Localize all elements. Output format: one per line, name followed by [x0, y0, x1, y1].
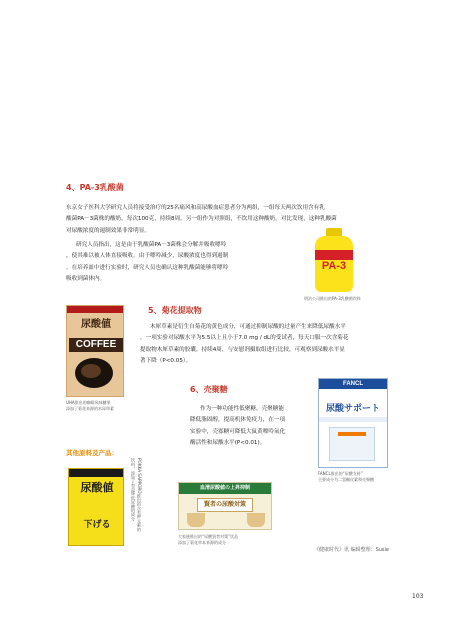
text-line: 酶活性和尿酸水平(P<0.01)。 — [190, 440, 266, 447]
text-line: 东京女子医科大学研究人员将接受治疗的25名痛风和高尿酸血症患者分为两组，一组每天两次饮用含有乳 — [66, 205, 325, 211]
caption-line: 主要成分为二氢槲皮素和壳聚糖 — [318, 476, 374, 482]
source-credit: 《健康时代》讯 编辑整理：Susie — [314, 547, 390, 553]
product-title: 尿酸値 — [81, 319, 111, 330]
caption-line: UHA推出的咖啡风味糖果 — [66, 400, 111, 405]
supplement-packet-icon — [329, 427, 375, 461]
cup-icon — [187, 513, 205, 527]
product-subtitle: 下げる — [83, 520, 111, 530]
section4-paragraph-1 — [66, 203, 337, 237]
pa3-drink-image — [309, 228, 359, 292]
others-heading: 其他原料及产品： — [66, 449, 118, 457]
product-title: 尿酸サポート — [325, 404, 380, 414]
text-line: 木犀草素是衍生自菊花的黄色成分，可通过抑制尿酸的过量产生来降低尿酸水平 — [150, 324, 346, 330]
caption-line: 大家族推出的“尿酸贤者对策”饮品 — [178, 534, 239, 539]
text-line: 吸收到菌体内。 — [66, 276, 106, 283]
fancl-supplement-image — [318, 378, 388, 468]
pa3-caption: 明治公司推出的PA-3乳酸菌饮料 — [304, 296, 361, 301]
shinsa-drink-image — [178, 482, 272, 530]
text-line: 对尿酸浓度的遏制效果非常明显。 — [66, 227, 150, 234]
drink-label: 賢者の尿酸対策 — [197, 498, 253, 512]
brand-band — [69, 469, 123, 477]
section4-paragraph-2 — [66, 240, 229, 286]
text-line: 降低脂固醇，提高机体免疫力，在一项 — [190, 417, 286, 424]
divider — [319, 417, 387, 422]
fancl-caption — [318, 471, 374, 482]
caption-line: 添加了菊花草本来源的成分 — [178, 539, 226, 545]
bottle-label: PA-3 — [321, 260, 347, 272]
caption-line: 添加了菊花来源的木犀草素 — [66, 405, 114, 411]
text-line: 作为一种功能性低聚糖，壳聚糖能 — [200, 406, 284, 412]
coffee-splash-icon — [81, 364, 101, 378]
pokka-caption — [130, 458, 142, 554]
text-line: 研究人员指出，这是由于乳酸菌PA－3菌株会分解并吸收嘌呤 — [76, 242, 227, 248]
page-number: 103 — [412, 593, 424, 600]
text-line: ，使其难以被人体直接吸收。由于嘌呤减少，尿酸浓度也得到遏制 — [66, 253, 229, 260]
text-line: 。在培养皿中进行实验时，研究人员也确认这种乳酸菌能够将嘌呤 — [66, 264, 229, 271]
cup-icon — [247, 513, 265, 527]
coffee-candy-image — [66, 305, 124, 397]
text-line: 提取物木犀草素的胶囊，持续4周，与安慰剂摄取组进行比较，可观察到尿酸水平显 — [140, 346, 345, 353]
drink-band-text: 血清尿酸値の上昇抑制 — [199, 485, 250, 491]
pokka-drink-image — [68, 468, 124, 546]
section5-heading: 5、菊花提取物 — [148, 306, 202, 315]
text-line: 。一项实验对尿酸水平为5.5以上且小于7.0 mg / dL的受试者，每天口服一次含菊花 — [140, 335, 349, 342]
brand-band — [67, 306, 123, 313]
caption-line: POKKA SAPPORO推出的含有钾元素的 — [137, 458, 142, 532]
section6-heading: 6、壳聚糖 — [190, 385, 228, 394]
section4-heading: 4、PA-3乳酸菌 — [66, 183, 124, 192]
text-line: 著下降（P<0.05）。 — [140, 358, 192, 365]
product-word: COFFEE — [69, 338, 123, 352]
caption-line: FANCL推出的“尿酸支持” — [318, 471, 363, 476]
product-title: 尿酸値 — [80, 481, 114, 494]
section5-paragraph — [140, 322, 349, 368]
section6-paragraph — [190, 404, 285, 450]
text-line: 酸菌PA－3菌株的酸奶，每次100克，持续8周。另一组作为对照组，不饮用这种酸奶。对比发现，这种乳酸菌 — [66, 216, 337, 223]
caption-line: 饮料，添加了有益降低尿酸的成分 — [131, 458, 136, 521]
coffee-caption — [66, 400, 114, 411]
drink-caption — [178, 534, 238, 545]
bottle-band — [315, 250, 353, 260]
fancl-logo: FANCL — [319, 379, 387, 389]
text-line: 实验中，壳寡糖可降低大鼠黄嘌呤氧化 — [190, 428, 286, 435]
